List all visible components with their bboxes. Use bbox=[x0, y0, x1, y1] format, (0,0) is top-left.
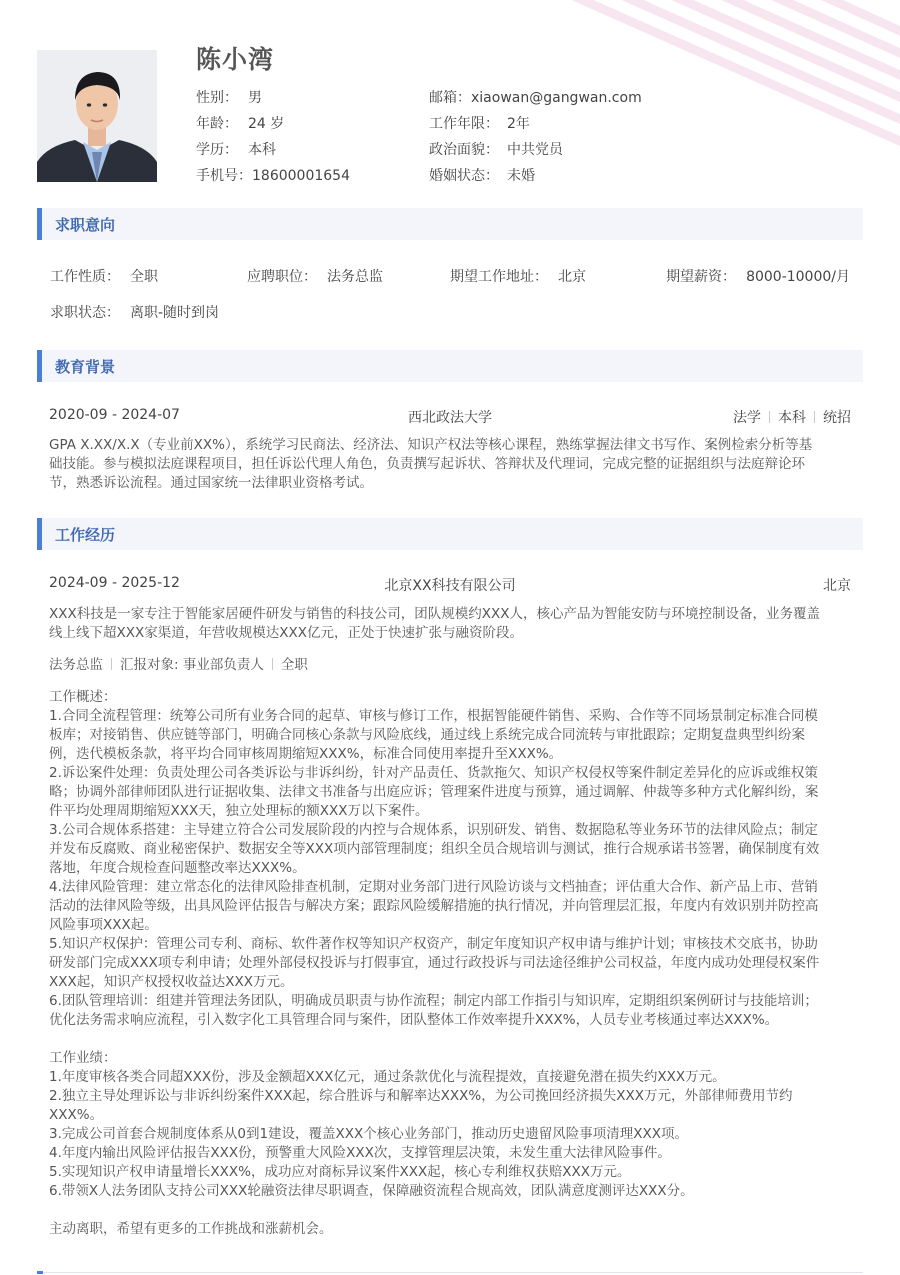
email-value[interactable]: xiaowan@gangwan.com bbox=[471, 90, 642, 106]
text-line: 并发布反腐败、商业秘密保护、数据安全等XXX项内部管理制度；组织全员合规培训与测试，推行合规承诺书签署，确保制度有效 bbox=[49, 841, 820, 857]
work-company: 北京XX科技有限公司 bbox=[384, 578, 516, 594]
text-line: XXX科技是一家专注于智能家居硬件研发与销售的科技公司，团队规模约XXX人，核心产品为智能安防与环境控制设备，业务覆盖 bbox=[49, 606, 820, 622]
intent-salary-value: 8000-10000/月 bbox=[746, 269, 850, 285]
text-line: 1.合同全流程管理：统筹公司所有业务合同的起草、审核与修订工作，根据智能硬件销售、采购、合作等不同场景制定标准合同模 bbox=[49, 708, 818, 724]
email-label: 邮箱： bbox=[429, 90, 471, 106]
marital-label: 婚姻状态： bbox=[429, 168, 499, 184]
education-description bbox=[49, 436, 851, 493]
intent-salary bbox=[666, 266, 850, 286]
page-divider bbox=[37, 1272, 863, 1273]
section-accent-bar bbox=[37, 350, 42, 382]
email-row bbox=[429, 87, 642, 107]
avatar bbox=[37, 50, 157, 182]
text-line: 工作业绩： bbox=[49, 1050, 117, 1066]
work-job-type: 全职 bbox=[280, 657, 308, 673]
intent-nature-value: 全职 bbox=[130, 269, 158, 285]
age-value: 24 岁 bbox=[248, 116, 285, 132]
text-line: 研发部门完成XXX项专利申请；处理外部侵权投诉与打假事宜，通过行政投诉与司法途径维护公司权益，年度内成功处理侵权案件 bbox=[49, 955, 820, 971]
work-years-label: 工作年限： bbox=[429, 116, 499, 132]
section-header-work bbox=[37, 518, 863, 550]
text-line: 1.年度审核各类合同超XXX份，涉及金额超XXX亿元，通过条款优化与流程提效，直接避免潜在损失约XXX万元。 bbox=[49, 1069, 726, 1085]
intent-position-value: 法务总监 bbox=[327, 269, 383, 285]
intent-location-value: 北京 bbox=[558, 269, 586, 285]
phone-value: 18600001654 bbox=[252, 168, 350, 184]
company-description bbox=[49, 605, 851, 643]
text-line: 风险事项XXX起。 bbox=[49, 917, 158, 933]
text-line: 础技能。参与模拟法庭课程项目，担任诉讼代理人角色，负责撰写起诉状、答辩状及代理词，完成完整的证据组织与法庭辩论环 bbox=[49, 456, 805, 472]
age-label: 年龄： bbox=[196, 116, 238, 132]
political-row bbox=[429, 139, 563, 159]
section-title: 教育背景 bbox=[55, 358, 116, 376]
phone-row bbox=[196, 165, 350, 185]
political-value: 中共党员 bbox=[507, 142, 563, 158]
text-line: 工作概述： bbox=[49, 689, 117, 705]
text-line: 例，迭代模板条款，将平均合同审核周期缩短XXX%，标准合同使用率提升至XXX%。 bbox=[49, 746, 563, 762]
page-divider-accent bbox=[37, 1271, 43, 1274]
text-line: 6.团队管理培训：组建并管理法务团队，明确成员职责与协作流程；制定内部工作指引与知识库，定期组织案例研讨与技能培训； bbox=[49, 993, 818, 1009]
text-line: 5.知识产权保护：管理公司专利、商标、软件著作权等知识产权资产，制定年度知识产权申请与维护计划；审核技术交底书，协助 bbox=[49, 936, 818, 952]
intent-nature bbox=[50, 266, 158, 286]
text-line: 3.完成公司首套合规制度体系从0到1建设，覆盖XXX个核心业务部门，推动历史遗留风险事项清理XXX项。 bbox=[49, 1126, 689, 1142]
text-line: XXX起，知识产权授权收益达XXX万元。 bbox=[49, 974, 294, 990]
text-line: 2.独立主导处理诉讼与非诉纠纷案件XXX起，综合胜诉与和解率达XXX%，为公司挽回经济损失XXX万元，外部律师费用节约 bbox=[49, 1088, 793, 1104]
education-value: 本科 bbox=[248, 142, 276, 158]
work-report-to: 汇报对象: 事业部负责人 bbox=[120, 657, 264, 673]
divider bbox=[272, 658, 273, 670]
section-header-intent bbox=[37, 208, 863, 240]
divider bbox=[769, 411, 770, 423]
marital-value: 未婚 bbox=[507, 168, 535, 184]
work-role-tags bbox=[49, 653, 308, 673]
intent-status bbox=[50, 302, 219, 322]
text-line: 2.诉讼案件处理：负责处理公司各类诉讼与非诉纠纷，针对产品责任、货款拖欠、知识产权侵权等案件制定差异化的应诉或维权策 bbox=[49, 765, 818, 781]
work-years-row bbox=[429, 113, 530, 133]
age-row bbox=[196, 113, 284, 133]
text-line bbox=[49, 1030, 851, 1049]
marital-row bbox=[429, 165, 535, 185]
section-header-education bbox=[37, 350, 863, 382]
text-line: 活动的法律风险等级，出具风险评估报告与解决方案；跟踪风险缓解措施的执行情况，并向管理层汇报，年度内有效识别并防控高 bbox=[49, 898, 819, 914]
text-line: 优化法务需求响应流程，引入数字化工具管理合同与案件，团队整体工作效率提升XXX%，人员专业考核通过率达XXX%。 bbox=[49, 1012, 779, 1028]
text-line: 节，熟悉诉讼流程。通过国家统一法律职业资格考试。 bbox=[49, 475, 373, 491]
work-description bbox=[49, 688, 851, 1239]
gender-label: 性别： bbox=[196, 90, 238, 106]
gender-row bbox=[196, 87, 262, 107]
text-line: 略；协调外部律师团队进行证据收集、法律文书准备与出庭应诉；管理案件进度与预算，通过调解、仲裁等多种方式化解纠纷，案 bbox=[49, 784, 819, 800]
education-type: 统招 bbox=[823, 410, 851, 426]
intent-nature-label: 工作性质： bbox=[50, 269, 120, 285]
intent-location-label: 期望工作地址： bbox=[450, 269, 548, 285]
education-school: 西北政法大学 bbox=[408, 410, 492, 426]
work-city: 北京 bbox=[823, 578, 851, 594]
section-title: 工作经历 bbox=[55, 526, 116, 544]
text-line: 件平均处理周期缩短XXX天，独立处理标的额XXX万以下案件。 bbox=[49, 803, 429, 819]
text-line: 5.实现知识产权申请量增长XXX%，成功应对商标异议案件XXX起，核心专利维权获赔XXX万元。 bbox=[49, 1164, 631, 1180]
intent-status-label: 求职状态： bbox=[50, 305, 120, 321]
text-line: GPA X.XX/X.X（专业前XX%），系统学习民商法、经济法、知识产权法等核心课程，熟练掌握法律文书写作、案例检索分析等基 bbox=[49, 437, 813, 453]
text-line bbox=[49, 1201, 851, 1220]
work-years-value: 2年 bbox=[507, 116, 530, 132]
text-line: 落地，年度合规检查问题整改率达XXX%。 bbox=[49, 860, 306, 876]
divider bbox=[111, 658, 112, 670]
political-label: 政治面貌： bbox=[429, 142, 499, 158]
text-line: XXX%。 bbox=[49, 1107, 104, 1123]
intent-position bbox=[247, 266, 383, 286]
gender-value: 男 bbox=[248, 90, 262, 106]
decorative-stripes bbox=[520, 0, 900, 170]
text-line: 板库；对接销售、供应链等部门，明确合同核心条款与风险底线，通过线上系统完成合同流转与审批跟踪；定期复盘典型纠纷案 bbox=[49, 727, 805, 743]
education-period: 2020-09 - 2024-07 bbox=[49, 407, 180, 423]
text-line: 线上线下超XXX家渠道，年营收规模达XXX亿元，正处于快速扩张与融资阶段。 bbox=[49, 625, 523, 641]
section-accent-bar bbox=[37, 208, 42, 240]
education-row bbox=[196, 139, 276, 159]
education-label: 学历： bbox=[196, 142, 238, 158]
intent-salary-label: 期望薪资： bbox=[666, 269, 737, 285]
text-line: 主动离职，希望有更多的工作挑战和涨薪机会。 bbox=[49, 1221, 333, 1237]
education-degree: 本科 bbox=[778, 410, 806, 426]
intent-status-value: 离职-随时到岗 bbox=[130, 305, 220, 321]
work-role: 法务总监 bbox=[49, 657, 103, 673]
text-line: 3.公司合规体系搭建：主导建立符合公司发展阶段的内控与合规体系，识别研发、销售、数据隐私等业务环节的法律风险点；制定 bbox=[49, 822, 818, 838]
text-line: 4.法律风险管理：建立常态化的法律风险排查机制，定期对业务部门进行风险访谈与文档抽查；评估重大合作、新产品上市、营销 bbox=[49, 879, 818, 895]
text-line: 4.年度内输出风险评估报告XXX份，预警重大风险XXX次，支撑管理层决策，未发生重大法律风险事件。 bbox=[49, 1145, 671, 1161]
section-title: 求职意向 bbox=[55, 216, 116, 234]
intent-position-label: 应聘职位： bbox=[247, 269, 317, 285]
education-major: 法学 bbox=[733, 410, 761, 426]
candidate-name: 陈小湾 bbox=[196, 45, 275, 74]
intent-location bbox=[450, 266, 586, 286]
section-accent-bar bbox=[37, 518, 42, 550]
work-period: 2024-09 - 2025-12 bbox=[49, 575, 180, 591]
text-line: 6.带领X人法务团队支持公司XXX轮融资法律尽职调查，保障融资流程合规高效，团队满意度测评达XXX分。 bbox=[49, 1183, 694, 1199]
education-tags bbox=[733, 407, 851, 427]
phone-label: 手机号： bbox=[196, 168, 252, 184]
divider bbox=[814, 411, 815, 423]
